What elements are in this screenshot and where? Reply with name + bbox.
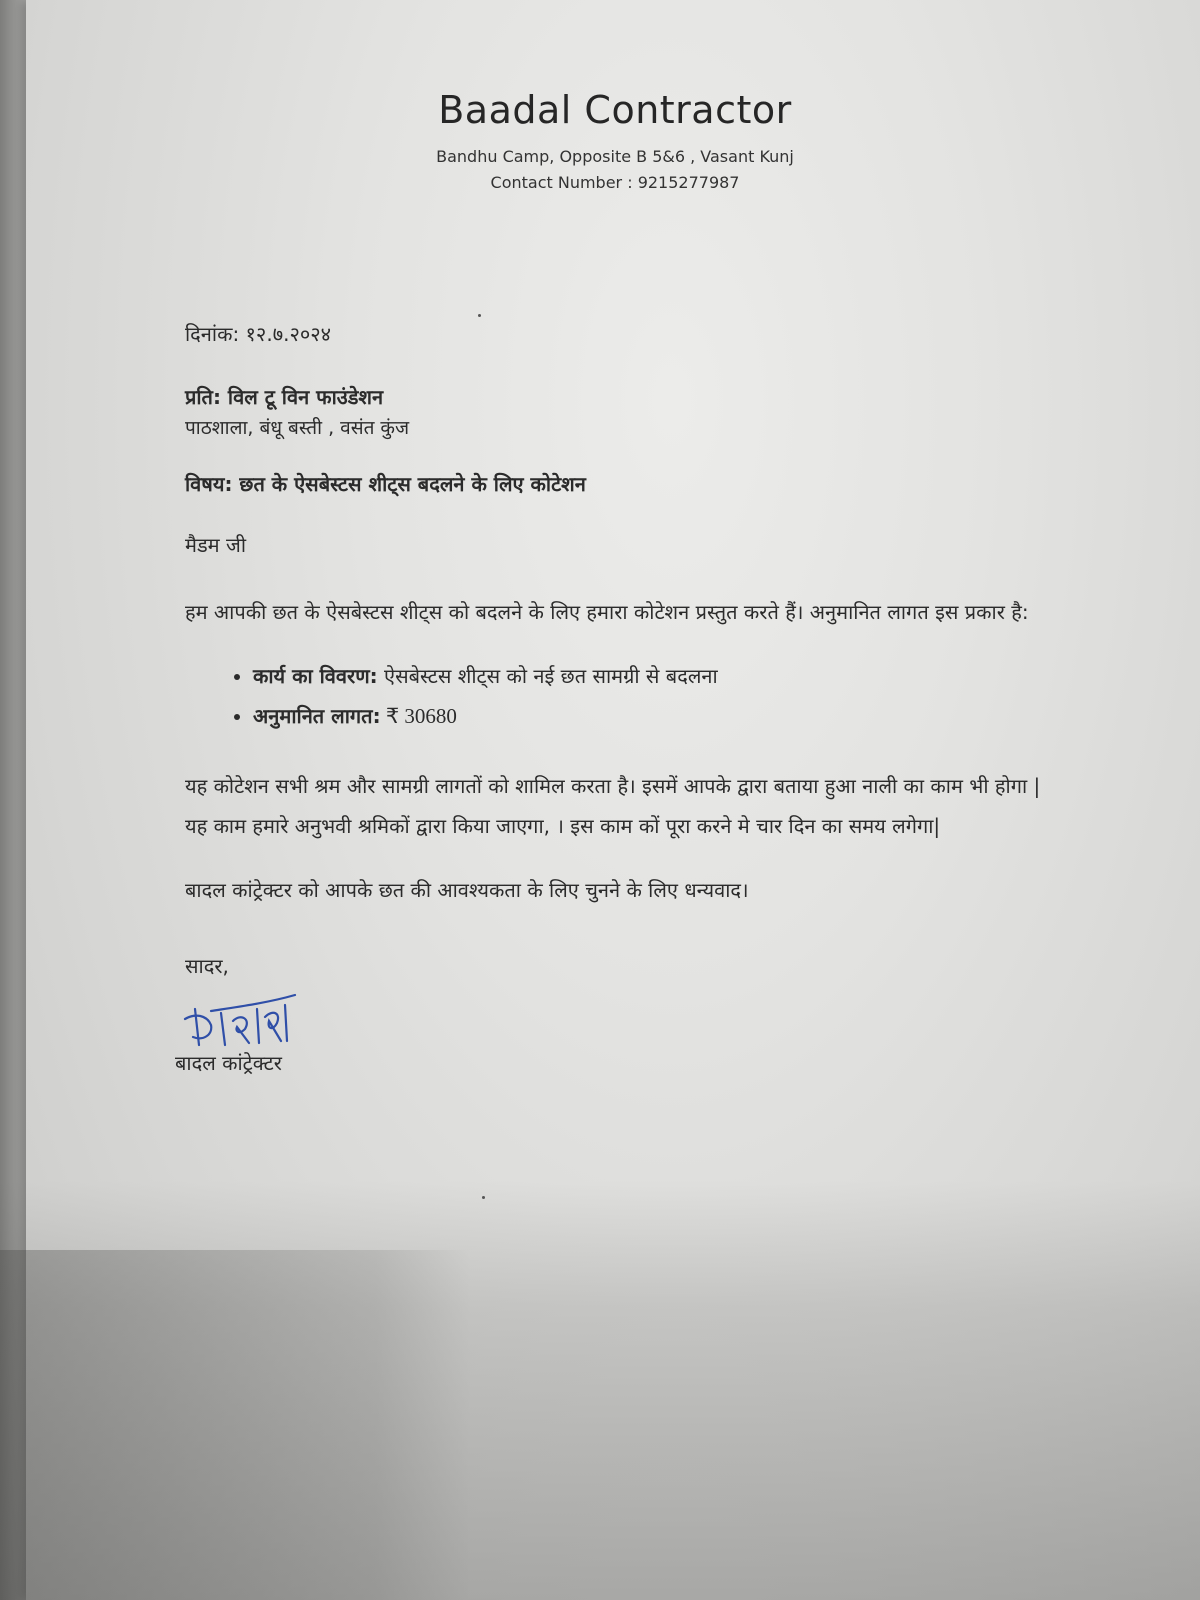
company-contact: Contact Number : 9215277987 [490,173,740,192]
company-name: Baadal Contractor [438,88,792,132]
letter-body [175,320,1065,1076]
estimated-cost: ₹ 30680 [380,704,457,728]
thanks-paragraph: बादल कांट्रेक्टर को आपके छत की आवश्यकता के लिए चुनने के लिए धन्यवाद। [185,878,749,902]
company-address: Bandhu Camp, Opposite B 5&6 , Vasant Kunj [436,147,794,166]
recipient-address: पाठशाला, बंधू बस्ती , वसंत कुंज [185,417,410,439]
paper-speck [478,314,481,317]
salutation: मैडम जी [185,533,246,557]
list-item [253,656,1065,696]
item-value: ऐसबेस्टस शीट्स को नई छत सामग्री से बदलना [377,664,718,688]
handwritten-signature [177,991,307,1055]
signer-name: बादल कांट्रेक्टर [175,1051,282,1075]
signature-scribble [177,991,307,1055]
item-label: कार्य का विवरण: [253,664,378,688]
letterhead [0,88,1200,196]
intro-paragraph: हम आपकी छत के ऐसबेस्टस शीट्स को बदलने के लिए हमारा कोटेशन प्रस्तुत करते हैं। अनुमानित लागत इस प्रकार है: [185,600,1029,624]
paper-speck [482,1196,485,1199]
closing: सादर, [185,954,229,978]
letter-subject: विषय: छत के ऐसबेस्टस शीट्स बदलने के लिए कोटेशन [185,472,586,496]
recipient: प्रति: विल टू विन फाउंडेशन [185,385,384,409]
list-item [253,696,1065,736]
letter-date: दिनांक: १२.७.२०२४ [185,322,332,346]
details-paragraph: यह कोटेशन सभी श्रम और सामग्री लागतों को शामिल करता है। इसमें आपके द्वारा बताया हुआ नाली का काम भी होगा | यह काम हमारे अनुभवी श्रमिकों द्वारा किया जाएगा, । इस काम कों पूरा करने मे चार दिन का समय लगेगा| [185,774,1041,838]
item-label: अनुमानित लागत: [253,704,381,728]
quotation-items [185,656,1065,736]
